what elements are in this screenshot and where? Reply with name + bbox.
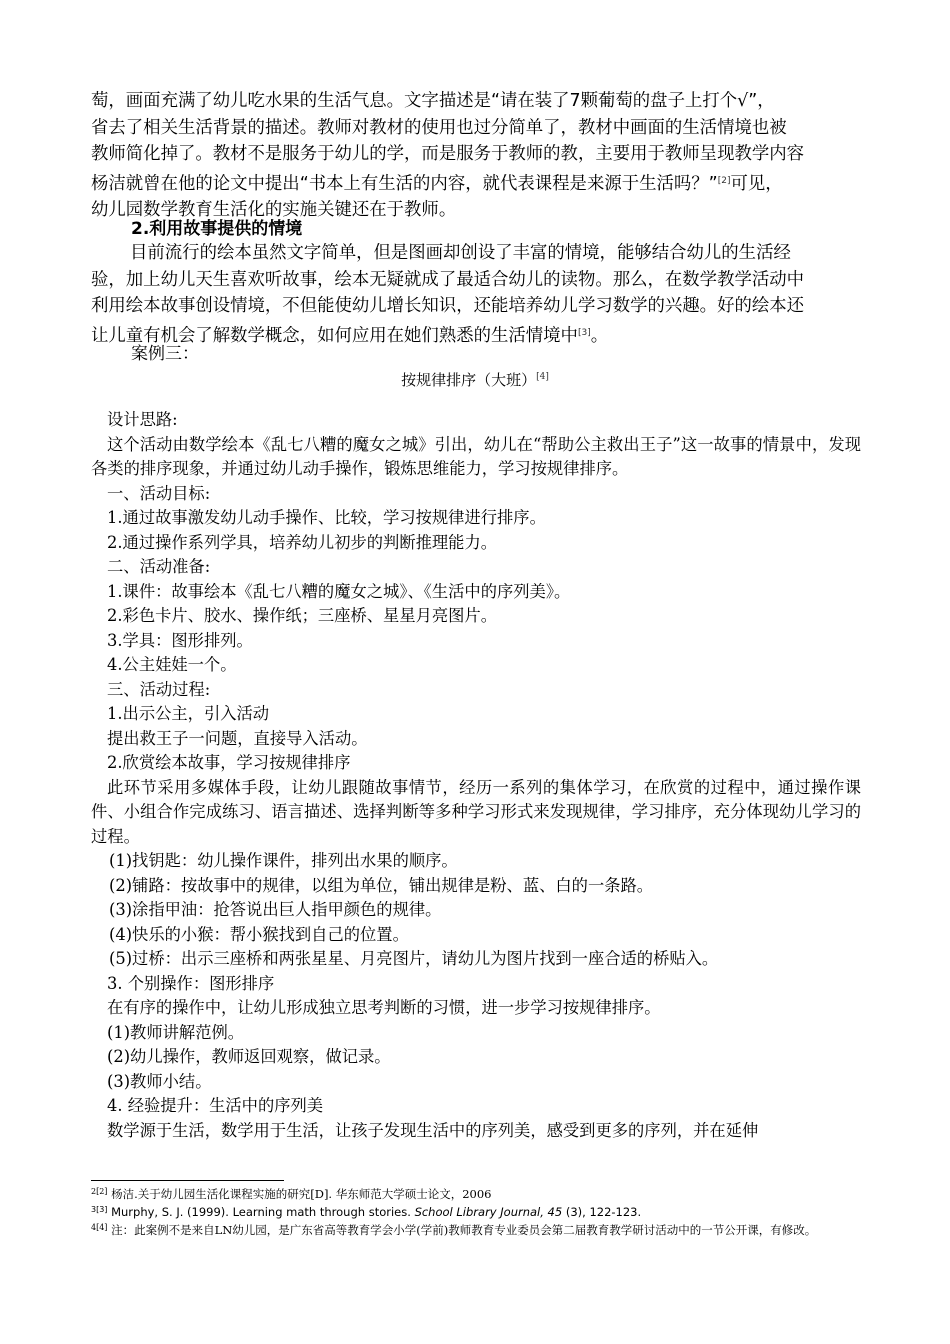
intro-paragraph bbox=[91, 88, 861, 224]
list-item: 2.彩色卡片、胶水、操作纸；三座桥、星星月亮图片。 bbox=[107, 606, 498, 625]
text-line bbox=[91, 168, 861, 198]
paragraph: 数学源于生活，数学用于生活，让孩子发现生活中的序列美，感受到更多的序列，并在延伸 bbox=[107, 1120, 759, 1140]
subheading: 三、活动过程: bbox=[107, 679, 211, 699]
text-line: 利用绘本故事创设情境，不但能使幼儿增长知识，还能培养幼儿学习数学的兴趣。好的绘本还 bbox=[91, 296, 805, 316]
list-item: 1.出示公主，引入活动 bbox=[107, 704, 270, 723]
text-span: 可见， bbox=[730, 173, 783, 194]
text-line: 目前流行的绘本虽然文字简单，但是图画却创设了丰富的情境，能够结合幼儿的生活经 bbox=[130, 243, 791, 263]
list-item: 2.通过操作系列学具，培养幼儿初步的判断推理能力。 bbox=[107, 532, 498, 552]
list-item: (3)教师小结。 bbox=[107, 1071, 212, 1091]
citation-ref[interactable]: [3] bbox=[577, 327, 591, 338]
footnote-text: Murphy, S. J. (1999). Learning math through stories. bbox=[111, 1205, 415, 1219]
footnote-divider bbox=[91, 1180, 284, 1181]
case-label: 案例三： bbox=[131, 344, 199, 364]
footnote-text: (3), 122-123. bbox=[562, 1205, 642, 1219]
list-item: 4. 经验提升：生活中的序列美 bbox=[107, 1096, 324, 1115]
footnote-text: 杨洁.关于幼儿园生活化课程实施的研究[D]. 华东师范大学硕士论文，2006 bbox=[111, 1187, 492, 1201]
footnote-3 bbox=[91, 1202, 866, 1220]
list-item: 1.课件：故事绘本《乱七八糟的魔女之城》、《生活中的序列美》。 bbox=[107, 581, 571, 601]
paragraph: 这个活动由数学绘本《乱七八糟的魔女之城》引出，幼儿在“帮助公主救出王子”这一故事的情景中，发现各类的排序现象，并通过幼儿动手操作，锻炼思维能力，学习按规律排序。 bbox=[91, 434, 861, 478]
paragraph: 提出救王子一问题，直接导入活动。 bbox=[107, 728, 368, 748]
list-item: 1.通过故事激发幼儿动手操作、比较，学习按规律进行排序。 bbox=[107, 508, 546, 527]
citation-ref[interactable]: [4] bbox=[536, 372, 549, 382]
list-item: 2.欣赏绘本故事，学习按规律排序 bbox=[107, 753, 351, 772]
footnote-mark: 2[2] bbox=[91, 1187, 108, 1196]
list-item: (4)快乐的小猴：帮小猴找到自己的位置。 bbox=[109, 924, 409, 944]
footnote-mark: 3[3] bbox=[91, 1205, 108, 1214]
footnote-mark: 4[4] bbox=[91, 1223, 108, 1232]
list-item: (5)过桥：出示三座桥和两张星星、月亮图片，请幼儿为图片找到一座合适的桥贴入。 bbox=[109, 949, 719, 968]
text-line: 萄，画面充满了幼儿吃水果的生活气息。文字描述是“请在装了7颗葡萄的盘子上打个√”， bbox=[91, 91, 775, 111]
section-heading: 2.利用故事提供的情境 bbox=[131, 219, 303, 239]
list-item: 3.学具：图形排列。 bbox=[107, 630, 253, 650]
text-span: 让儿童有机会了解数学概念，如何应用在她们熟悉的生活情境中 bbox=[91, 325, 578, 346]
section-paragraph bbox=[91, 240, 861, 349]
case-body bbox=[91, 408, 861, 1143]
paragraph: 此环节采用多媒体手段，让幼儿跟随故事情节，经历一系列的集体学习，在欣赏的过程中，通过操作课件、小组合作完成练习、语言描述、选择判断等多种学习形式来发现规律，学习排序，充分体现幼儿学习的过程。 bbox=[91, 777, 861, 846]
text-line: 省去了相关生活背景的描述。教师对教材的使用也过分简单了，教材中画面的生活情境也被 bbox=[91, 117, 787, 138]
list-item: 3. 个别操作：图形排序 bbox=[107, 973, 275, 993]
footnotes bbox=[91, 1184, 866, 1238]
paragraph: 在有序的操作中，让幼儿形成独立思考判断的习惯，进一步学习按规律排序。 bbox=[107, 998, 661, 1017]
list-item: (2)幼儿操作，教师返回观察，做记录。 bbox=[107, 1047, 391, 1066]
text-span: 杨洁就曾在他的论文中提出“书本上有生活的内容，就代表课程是来源于生活吗？” bbox=[91, 173, 718, 194]
citation-ref[interactable]: [2] bbox=[717, 175, 731, 186]
text-line: 验，加上幼儿天生喜欢听故事，绘本无疑就成了最适合幼儿的读物。那么，在数学教学活动中 bbox=[91, 269, 805, 290]
text-line bbox=[91, 320, 861, 350]
case-title-text: 按规律排序（大班） bbox=[401, 371, 537, 389]
list-item: (1)教师讲解范例。 bbox=[107, 1022, 245, 1042]
text-line: 教师简化掉了。教材不是服务于幼儿的学，而是服务于教师的教，主要用于教师呈现教学内容 bbox=[91, 144, 805, 164]
text-line: 幼儿园数学教育生活化的实施关键还在于教师。 bbox=[91, 200, 457, 220]
subheading: 设计思路: bbox=[107, 410, 178, 429]
footnote-journal: School Library Journal, 45 bbox=[414, 1205, 563, 1219]
footnote-2 bbox=[91, 1184, 866, 1202]
list-item: (2)铺路：按故事中的规律，以组为单位，铺出规律是粉、蓝、白的一条路。 bbox=[109, 875, 654, 895]
text-span: 。 bbox=[590, 325, 609, 346]
footnote-4 bbox=[91, 1220, 866, 1238]
list-item: (1)找钥匙：幼儿操作课件，排列出水果的顺序。 bbox=[109, 851, 458, 870]
case-title bbox=[0, 366, 950, 391]
subheading: 一、活动目标: bbox=[107, 483, 211, 503]
list-item: (3)涂指甲油：抢答说出巨人指甲颜色的规律。 bbox=[109, 900, 442, 919]
footnote-text: 注：此案例不是来自LN幼儿园，是广东省高等教育学会小学(学前)教师教育专业委员会第二届教育教学研讨活动中的一节公开课，有修改。 bbox=[111, 1223, 817, 1237]
subheading: 二、活动准备: bbox=[107, 557, 211, 576]
list-item: 4.公主娃娃一个。 bbox=[107, 655, 237, 674]
